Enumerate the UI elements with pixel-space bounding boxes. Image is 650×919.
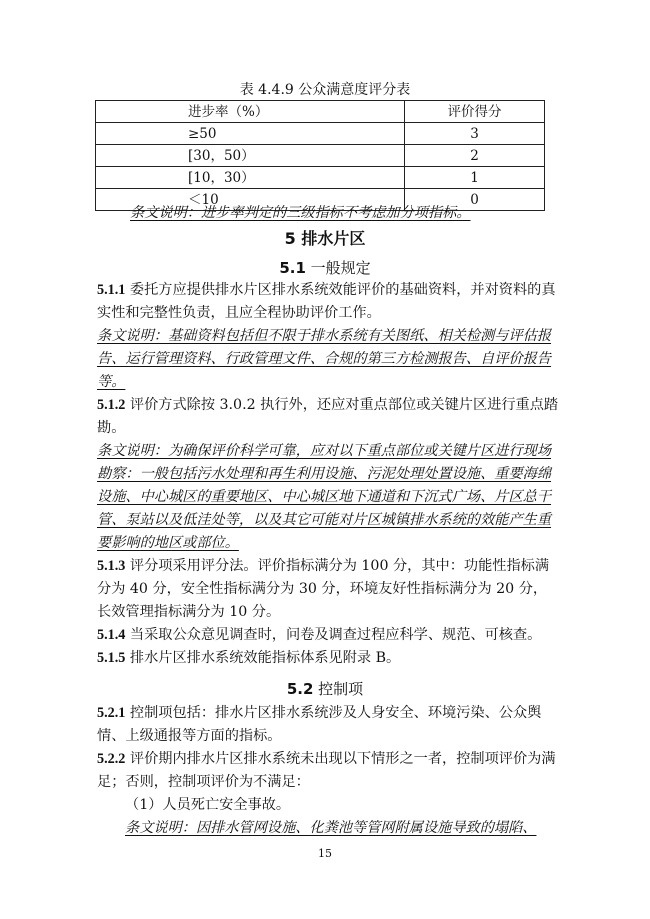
clause-5-1-2: 5.1.2 评价方式除按 3.0.2 执行外，还应对重点部位或关键片区进行重点踏勘。: [97, 397, 559, 436]
header-score: 评价得分: [405, 101, 545, 123]
section-title: 一般规定: [310, 259, 371, 277]
clause-5-1-3: 5.1.3 评分项采用评分法。评价指标满分为 100 分，其中：功能性指标满分为 40 分，安全性指标满分为 30 分，环境友好性指标满分为 20 分，长效管理指标满分为 10 分。: [97, 558, 550, 620]
section-title: 控制项: [318, 680, 364, 698]
clause-5-2-1: 5.2.1 控制项包括：排水片区排水系统涉及人身安全、环境污染、公众舆情、上级通报等方面的指标。: [97, 705, 542, 744]
table-header-row: [96, 101, 545, 123]
table-cell: ＜10: [96, 189, 405, 211]
table-row: [96, 167, 545, 189]
header-progress-rate: 进步率（%）: [96, 101, 405, 123]
table-cell: 2: [405, 145, 545, 167]
table-cell: [30，50）: [96, 145, 405, 167]
section-5-2-heading: [0, 678, 650, 700]
table-row: [96, 123, 545, 145]
note-5-1-2: 条文说明：为确保评价科学可靠，应对以下重点部位或关键片区进行现场勘察：一般包括污水处理和再生利用设施、污泥处理处置设施、重要海绵设施、中心城区的重要地区、中心城区地下通道和下沉式广场、片区总干管、泵站以及低洼处等，以及其它可能对片区城镇排水系统的效能产生重要影响的地区或部位。: [97, 443, 552, 551]
page-number: 15: [318, 847, 332, 860]
table-cell: ≥50: [96, 123, 405, 145]
note-5-2-2: 条文说明：因排水管网设施、化粪池等管网附属设施导致的塌陷、: [125, 820, 537, 836]
note-4-4-9: 条文说明：进步率判定的三级指标不考虑加分项指标。: [130, 205, 471, 221]
section-number: 5.2: [286, 680, 314, 698]
chapter-title: 5 排水片区: [284, 229, 366, 248]
clause-5-1-4: 5.1.4 当采取公众意见调查时，问卷及调查过程应科学、规范、可核查。: [97, 627, 542, 643]
list-item-1: （1）人员死亡安全事故。: [125, 797, 291, 813]
table-row: [96, 145, 545, 167]
table-cell: 3: [405, 123, 545, 145]
satisfaction-score-table: [95, 100, 545, 211]
table-caption: 表 4.4.9 公众满意度评分表: [239, 82, 411, 98]
clause-5-1-1: 5.1.1 委托方应提供排水片区排水系统效能评价的基础资料，并对资料的真实性和完整性负责，且应全程协助评价工作。: [97, 282, 556, 321]
clause-5-1-5: 5.1.5 排水片区排水系统效能指标体系见附录 B。: [97, 650, 401, 666]
section-number: 5.1: [279, 259, 306, 277]
table-cell: 0: [405, 189, 545, 211]
clause-5-2-2: 5.2.2 评价期内排水片区排水系统未出现以下情形之一者，控制项评价为满足；否则，控制项评价为不满足：: [97, 751, 556, 790]
table-cell: 1: [405, 167, 545, 189]
clause-block-5-1: [97, 279, 559, 670]
note-5-1-1: 条文说明：基础资料包括但不限于排水系统有关图纸、相关检测与评估报告、运行管理资料、行政管理文件、合规的第三方检测报告、自评价报告等。: [97, 328, 552, 390]
section-5-1-heading: [0, 257, 650, 279]
clause-block-5-2: [97, 702, 559, 840]
table-cell: [10，30）: [96, 167, 405, 189]
